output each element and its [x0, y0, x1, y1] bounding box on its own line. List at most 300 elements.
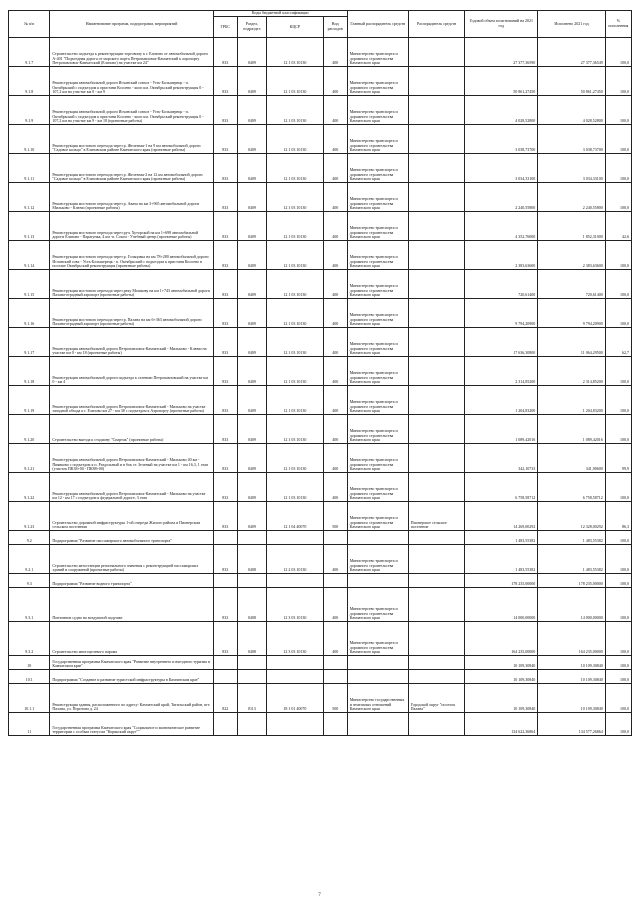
cell-rasp: Пионерское сельское поселение — [408, 502, 465, 531]
cell-grbs: 833 — [213, 588, 237, 622]
cell-rasp — [408, 415, 465, 444]
cell-glav: Министерство транспорта и дорожного строительства Камчатского края — [347, 502, 408, 531]
cell-glav — [347, 574, 408, 588]
cell-num: 9.1.12 — [9, 183, 50, 212]
cell-isp: 1 483,55382 — [538, 531, 606, 545]
cell-obem: 3 034,33100 — [465, 154, 538, 183]
cell-vid: 400 — [323, 96, 347, 125]
cell-name: Реконструкция мостового перехода через р. Железная-1 на 9 км автомобильной дороги "Садовое кольцо" в Елизовском районе Камчатского края (проектные работы) — [50, 125, 213, 154]
table-body — [9, 38, 632, 736]
cell-num: 9.1.8 — [9, 67, 50, 96]
cell-num: 9.1.13 — [9, 212, 50, 241]
cell-glav: Министерство транспорта и дорожного строительства Камчатского края — [347, 270, 408, 299]
cell-name: Реконструкция мостового перехода через р. Авача на км 3+965 автомобильной дороги Мильково - Ключи (проектные работы) — [50, 183, 213, 212]
cell-razdel — [237, 670, 266, 684]
cell-razdel: 0409 — [237, 241, 266, 270]
cell-obem: 1 483,55382 — [465, 531, 538, 545]
cell-name: Строительство многоцелевого парома — [50, 622, 213, 656]
cell-grbs: 833 — [213, 357, 237, 386]
cell-obem: 9 794,20900 — [465, 299, 538, 328]
cell-vid — [323, 531, 347, 545]
cell-ksr: 12 1 03 10130 — [267, 328, 324, 357]
cell-razdel: 0409 — [237, 357, 266, 386]
cell-isp: 12 328,00292 — [538, 502, 606, 531]
cell-name: Реконструкция автомобильной дороги Исчанский совхоз - Усть-Большерецк - п. Октябрьский с подъездом к пристани Косоево - кооп км. Октябрьский реконструкция 0 - 107,2 км на участке км 9 - км 18 (проектные работы) — [50, 96, 213, 125]
cell-isp: 720,61400 — [538, 270, 606, 299]
cell-rasp — [408, 328, 465, 357]
cell-razdel: 0408 — [237, 545, 266, 574]
cell-rasp: Городской округ "поселок Палана" — [408, 684, 465, 713]
cell-rasp — [408, 241, 465, 270]
cell-grbs — [213, 656, 237, 670]
cell-num: 9.1.22 — [9, 473, 50, 502]
cell-razdel — [237, 574, 266, 588]
cell-isp: 178 235,00000 — [538, 574, 606, 588]
cell-num: 9.1.23 — [9, 502, 50, 531]
cell-num: 10.1 — [9, 670, 50, 684]
cell-glav: Министерство транспорта и дорожного строительства Камчатского края — [347, 622, 408, 656]
table-row — [9, 622, 632, 656]
cell-glav: Министерство транспорта и дорожного строительства Камчатского края — [347, 545, 408, 574]
cell-ksr: 12 2 03 10130 — [267, 545, 324, 574]
cell-glav: Министерство транспорта и дорожного строительства Камчатского края — [347, 212, 408, 241]
cell-obem: 2 314,85200 — [465, 357, 538, 386]
cell-grbs: 822 — [213, 684, 237, 713]
cell-ksr: 12 1 03 10130 — [267, 241, 324, 270]
page-number: 7 — [318, 893, 321, 898]
cell-name: Реконструкция мостового перехода через р. Палана на км 6+363 автомобильной дороги Палана-отрадный аэропорт (проектные работы) — [50, 299, 213, 328]
table-row — [9, 684, 632, 713]
cell-ksr: 12 1 03 10130 — [267, 473, 324, 502]
cell-rasp — [408, 38, 465, 67]
cell-razdel: 0409 — [237, 125, 266, 154]
cell-name: Реконструкция мостового перехода через руч. Хуторской на км 1+698 автомобильной дороги Елизово - Паратунка, 4 км -п. Сокоч - Учебный центр (проектные работы) — [50, 212, 213, 241]
header-name: Наименование программ, подпрограмм, мероприятий — [50, 11, 213, 38]
cell-pct: 100,0 — [605, 531, 631, 545]
budget-table — [8, 10, 632, 736]
table-row — [9, 386, 632, 415]
cell-grbs: 833 — [213, 299, 237, 328]
cell-rasp — [408, 588, 465, 622]
cell-razdel: 0409 — [237, 270, 266, 299]
cell-grbs: 833 — [213, 67, 237, 96]
cell-isp: 1 852,31000 — [538, 212, 606, 241]
cell-glav: Министерство транспорта и дорожного строительства Камчатского края — [347, 67, 408, 96]
cell-rasp — [408, 444, 465, 473]
cell-razdel: 0409 — [237, 299, 266, 328]
table-row — [9, 67, 632, 96]
cell-isp: 3 038,73700 — [538, 125, 606, 154]
cell-isp: 2 383,63600 — [538, 241, 606, 270]
cell-glav: Министерство государственных и земельных отношений Камчатского края — [347, 684, 408, 713]
cell-rasp — [408, 183, 465, 212]
cell-ksr: 12 1 03 10130 — [267, 67, 324, 96]
cell-isp: 11 064,29500 — [538, 328, 606, 357]
cell-name: Реконструкция мостового перехода через р. Железная-2 на 12 км автомобильной дороги "Садовое кольцо" в Елизовском районе Камчатского края (проектные работы) — [50, 154, 213, 183]
cell-razdel — [237, 713, 266, 736]
cell-vid: 400 — [323, 357, 347, 386]
cell-ksr: 12 1 03 10130 — [267, 96, 324, 125]
cell-pct: 100,0 — [605, 622, 631, 656]
cell-obem: 178 235,00000 — [465, 574, 538, 588]
cell-pct: 100,0 — [605, 241, 631, 270]
cell-isp: 3 034,33100 — [538, 154, 606, 183]
cell-vid: 400 — [323, 386, 347, 415]
cell-vid: 400 — [323, 241, 347, 270]
cell-pct: 100,0 — [605, 386, 631, 415]
table-row — [9, 183, 632, 212]
cell-num: 9.1.11 — [9, 154, 50, 183]
cell-ksr: 12 1 03 10130 — [267, 183, 324, 212]
cell-name: Реконструкция автомобильной дороги Петропавловск-Камчатский - Мильково 40 км - Пиявково с подъездом к п. Раздольный и в бок ст. Зеленый на участке км 1 - км 16,3, 1 этап (участок ПК38+00 - ПК88+00) — [50, 444, 213, 473]
cell-razdel — [237, 531, 266, 545]
cell-vid: 500 — [323, 684, 347, 713]
cell-num: 9.3.2 — [9, 622, 50, 656]
header-codes-group: Коды бюджетной классификации — [213, 11, 347, 17]
cell-obem: 10 109,30840 — [465, 670, 538, 684]
cell-obem: 342,10733 — [465, 444, 538, 473]
cell-name: Подпрограмма "Развитие водного транспорта" — [50, 574, 213, 588]
table-row — [9, 328, 632, 357]
cell-razdel: 0113 — [237, 684, 266, 713]
cell-rasp — [408, 386, 465, 415]
cell-name: Реконструкция здания, расположенного по адресу: Камчатский край, Тигильский район, пгт. Палана, ул. Поротова д. 24 — [50, 684, 213, 713]
cell-razdel: 0409 — [237, 38, 266, 67]
cell-num: 9.2.1 — [9, 545, 50, 574]
cell-pct: 86,3 — [605, 502, 631, 531]
cell-name: Реконструкция мостового перехода через реку Мошкову на км 1+743 автомобильной дороги Палана-отрадный аэропорт (проектные работы) — [50, 270, 213, 299]
cell-razdel: 0409 — [237, 154, 266, 183]
cell-ksr: 18 1 01 40070 — [267, 684, 324, 713]
cell-num: 9.3 — [9, 574, 50, 588]
table-row — [9, 656, 632, 670]
cell-pct: 100,0 — [605, 588, 631, 622]
cell-grbs: 833 — [213, 270, 237, 299]
cell-vid: 400 — [323, 299, 347, 328]
table-row — [9, 713, 632, 736]
cell-ksr: 12 1 03 10130 — [267, 415, 324, 444]
table-row — [9, 241, 632, 270]
cell-grbs: 833 — [213, 38, 237, 67]
cell-ksr: 12 3 03 10130 — [267, 588, 324, 622]
cell-ksr: 12 1 03 10130 — [267, 299, 324, 328]
cell-glav: Министерство транспорта и дорожного строительства Камчатского края — [347, 328, 408, 357]
cell-razdel: 0409 — [237, 96, 266, 125]
cell-vid: 400 — [323, 444, 347, 473]
table-row — [9, 574, 632, 588]
cell-rasp — [408, 545, 465, 574]
cell-num: 9.2 — [9, 531, 50, 545]
cell-pct: 100,0 — [605, 183, 631, 212]
cell-grbs: 833 — [213, 125, 237, 154]
cell-glav — [347, 531, 408, 545]
cell-obem: 1 089,42016 — [465, 415, 538, 444]
cell-rasp — [408, 67, 465, 96]
cell-ksr: 12 1 03 10130 — [267, 38, 324, 67]
cell-vid — [323, 713, 347, 736]
cell-rasp — [408, 96, 465, 125]
cell-razdel: 0409 — [237, 67, 266, 96]
cell-ksr: 12 1 03 10130 — [267, 125, 324, 154]
cell-grbs: 833 — [213, 96, 237, 125]
cell-obem: 4 352,76000 — [465, 212, 538, 241]
cell-num: 9.1.19 — [9, 386, 50, 415]
cell-num: 9.1.16 — [9, 299, 50, 328]
cell-vid: 400 — [323, 154, 347, 183]
cell-vid: 400 — [323, 545, 347, 574]
cell-num: 9.1.14 — [9, 241, 50, 270]
document-sheet — [8, 10, 632, 736]
cell-pct: 100,0 — [605, 270, 631, 299]
cell-num: 9.1.17 — [9, 328, 50, 357]
cell-num: 9.1.18 — [9, 357, 50, 386]
cell-ksr: 12 1 03 10130 — [267, 357, 324, 386]
cell-num: 10.1.1 — [9, 684, 50, 713]
cell-grbs: 833 — [213, 241, 237, 270]
cell-glav: Министерство транспорта и дорожного строительства Камчатского края — [347, 154, 408, 183]
cell-num: 11 — [9, 713, 50, 736]
cell-num: 9.1.7 — [9, 38, 50, 67]
cell-grbs — [213, 713, 237, 736]
cell-pct: 100,0 — [605, 684, 631, 713]
cell-num: 9.3.1 — [9, 588, 50, 622]
cell-obem: 14 269,00292 — [465, 502, 538, 531]
cell-ksr: 12 1 03 10130 — [267, 270, 324, 299]
cell-glav: Министерство транспорта и дорожного строительства Камчатского края — [347, 415, 408, 444]
cell-glav: Министерство транспорта и дорожного строительства Камчатского края — [347, 38, 408, 67]
cell-isp: 10 109,30840 — [538, 670, 606, 684]
cell-ksr: 12 1 03 10130 — [267, 154, 324, 183]
cell-obem: 17 636,30800 — [465, 328, 538, 357]
cell-name: Государственная программа Камчатского края "Развитие внутреннего и въездного туризма в Камчатском крае" — [50, 656, 213, 670]
cell-pct: 100,0 — [605, 656, 631, 670]
cell-grbs: 833 — [213, 386, 237, 415]
cell-pct: 99,9 — [605, 444, 631, 473]
cell-isp: 341,90600 — [538, 444, 606, 473]
cell-vid: 400 — [323, 212, 347, 241]
cell-ksr — [267, 531, 324, 545]
cell-name: Строительство дорожной инфраструктуры 1-ой очереди Жилого района в Пионерском сельском поселении — [50, 502, 213, 531]
cell-glav — [347, 656, 408, 670]
table-row — [9, 444, 632, 473]
cell-vid: 400 — [323, 622, 347, 656]
cell-grbs: 833 — [213, 154, 237, 183]
cell-vid: 400 — [323, 67, 347, 96]
cell-glav: Министерство транспорта и дорожного строительства Камчатского края — [347, 386, 408, 415]
cell-glav: Министерство транспорта и дорожного строительства Камчатского края — [347, 588, 408, 622]
cell-pct: 100,0 — [605, 415, 631, 444]
cell-pct: 100,0 — [605, 670, 631, 684]
cell-rasp — [408, 622, 465, 656]
cell-vid — [323, 656, 347, 670]
table-row — [9, 38, 632, 67]
cell-razdel: 0409 — [237, 328, 266, 357]
cell-rasp — [408, 713, 465, 736]
cell-rasp — [408, 212, 465, 241]
cell-vid: 400 — [323, 125, 347, 154]
cell-glav — [347, 670, 408, 684]
cell-pct: 100,0 — [605, 67, 631, 96]
cell-name: Реконструкция мостового перехода через р. Гольцовка на км 78+280 автомобильной дороги Исчанский совх - Усть-Большерецк - п. Октябрьский с подъездом к пристани Косоево в поселке Октябрьский реконструкция (проектные работы) — [50, 241, 213, 270]
table-row — [9, 154, 632, 183]
cell-ksr — [267, 574, 324, 588]
table-row — [9, 588, 632, 622]
cell-vid — [323, 670, 347, 684]
cell-obem: 2 383,63600 — [465, 241, 538, 270]
table-row — [9, 670, 632, 684]
cell-pct: 100,0 — [605, 713, 631, 736]
table-row — [9, 212, 632, 241]
cell-pct: 100,0 — [605, 357, 631, 386]
cell-obem: 134 622,36864 — [465, 713, 538, 736]
cell-vid: 400 — [323, 328, 347, 357]
cell-obem: 3 038,73700 — [465, 125, 538, 154]
table-row — [9, 415, 632, 444]
header-isp: Исполнено 2021 год — [538, 11, 606, 38]
table-row — [9, 299, 632, 328]
cell-ksr — [267, 670, 324, 684]
cell-razdel: 0409 — [237, 212, 266, 241]
cell-vid: 400 — [323, 270, 347, 299]
cell-isp: 6 758,58712 — [538, 473, 606, 502]
cell-obem: 4 028,52800 — [465, 96, 538, 125]
cell-grbs: 833 — [213, 622, 237, 656]
cell-rasp — [408, 270, 465, 299]
cell-num: 9.1.21 — [9, 444, 50, 473]
cell-pct: 62,7 — [605, 328, 631, 357]
cell-grbs: 833 — [213, 328, 237, 357]
table-row — [9, 545, 632, 574]
table-row — [9, 473, 632, 502]
cell-grbs — [213, 531, 237, 545]
cell-obem: 720,61400 — [465, 270, 538, 299]
header-ksr: КЦСР — [267, 17, 324, 38]
cell-glav: Министерство транспорта и дорожного строительства Камчатского края — [347, 357, 408, 386]
cell-pct: 100,0 — [605, 473, 631, 502]
cell-obem: 14 000,00000 — [465, 588, 538, 622]
cell-ksr: 12 1 04 40070 — [267, 502, 324, 531]
header-pct: % исполнения — [605, 11, 631, 38]
cell-obem: 6 758,58712 — [465, 473, 538, 502]
header-grbs: ГРБС — [213, 17, 237, 38]
cell-ksr: 12 1 03 10130 — [267, 444, 324, 473]
header-glav: Главный распорядитель средств — [347, 11, 408, 38]
cell-isp: 2 240,55800 — [538, 183, 606, 212]
cell-rasp — [408, 473, 465, 502]
cell-vid: 500 — [323, 502, 347, 531]
cell-ksr: 12 1 03 10130 — [267, 386, 324, 415]
table-header — [9, 11, 632, 38]
cell-obem: 50 861,27450 — [465, 67, 538, 96]
cell-grbs: 833 — [213, 183, 237, 212]
cell-name: Реконструкция автомобильной дороги Петропавловск-Камчатский - Мильково на участке км 12 - км 17 с подъездом к федеральной дороге, 3 этап — [50, 473, 213, 502]
cell-razdel: 0409 — [237, 444, 266, 473]
cell-name: Строительство подъезда к реконструкции торговому к г. Елизово от автомобильной дороги А-401 "Подъездная дорога от морского порта Петропавловск-Камчатский к аэропорту Петропавловск-Камчатский (Елизово) на участке км 24" — [50, 38, 213, 67]
header-razdel: Раздел, подраздел — [237, 17, 266, 38]
cell-pct: 100,0 — [605, 299, 631, 328]
cell-glav: Министерство транспорта и дорожного строительства Камчатского края — [347, 473, 408, 502]
cell-obem: 164 235,00000 — [465, 622, 538, 656]
cell-pct: 100,0 — [605, 574, 631, 588]
cell-grbs: 833 — [213, 473, 237, 502]
cell-razdel: 0408 — [237, 588, 266, 622]
cell-glav: Министерство транспорта и дорожного строительства Камчатского края — [347, 444, 408, 473]
table-row — [9, 502, 632, 531]
table-row — [9, 357, 632, 386]
cell-razdel: 0409 — [237, 415, 266, 444]
cell-num: 9.1.15 — [9, 270, 50, 299]
cell-ksr: 12 1 03 10130 — [267, 212, 324, 241]
cell-isp: 9 794,20900 — [538, 299, 606, 328]
cell-vid — [323, 574, 347, 588]
cell-glav: Министерство транспорта и дорожного строительства Камчатского края — [347, 241, 408, 270]
cell-glav — [347, 713, 408, 736]
cell-razdel: 0409 — [237, 473, 266, 502]
cell-isp: 2 314,85200 — [538, 357, 606, 386]
cell-rasp — [408, 299, 465, 328]
cell-ksr: 12 3 03 10130 — [267, 622, 324, 656]
cell-razdel: 0409 — [237, 502, 266, 531]
cell-pct: 100,0 — [605, 96, 631, 125]
cell-num: 9.1.10 — [9, 125, 50, 154]
cell-grbs: 833 — [213, 444, 237, 473]
cell-isp: 10 109,30840 — [538, 656, 606, 670]
cell-num: 10 — [9, 656, 50, 670]
header-obem: Годовой объем ассигнований на 2021 год — [465, 11, 538, 38]
cell-grbs: 833 — [213, 415, 237, 444]
cell-grbs: 833 — [213, 502, 237, 531]
cell-name: Реконструкция автомобильной дороги Петропавловск-Камчатский - Мильково на участке западной обхода к г. Елизово км 27 - км 38 с подъездом к Аэропорту (проектные работы) — [50, 386, 213, 415]
cell-ksr — [267, 713, 324, 736]
cell-obem: 1 483,55382 — [465, 545, 538, 574]
cell-vid: 400 — [323, 473, 347, 502]
cell-isp: 27 377,36549 — [538, 38, 606, 67]
header-num: № п/п — [9, 11, 50, 38]
cell-name: Подпрограмма "Развитие пассажирского автомобильного транспорта" — [50, 531, 213, 545]
cell-vid: 400 — [323, 415, 347, 444]
cell-grbs — [213, 670, 237, 684]
cell-vid: 400 — [323, 183, 347, 212]
cell-razdel — [237, 656, 266, 670]
cell-grbs: 833 — [213, 212, 237, 241]
table-row — [9, 96, 632, 125]
cell-obem: 2 240,55800 — [465, 183, 538, 212]
cell-obem: 10 109,30840 — [465, 656, 538, 670]
table-row — [9, 531, 632, 545]
cell-isp: 1 089,42016 — [538, 415, 606, 444]
cell-name: Строительство выезда к стадиону "Спартак" (проектные работы) — [50, 415, 213, 444]
cell-glav: Министерство транспорта и дорожного строительства Камчатского края — [347, 125, 408, 154]
cell-isp: 50 861,27450 — [538, 67, 606, 96]
cell-razdel: 0408 — [237, 622, 266, 656]
cell-obem: 1 204,83200 — [465, 386, 538, 415]
cell-name: Реконструкция автомобильной дороги Исчанский совхоз - Усть-Большерецк - п. Октябрьский с подъездом к пристани Косоево - кооп км. Октябрьский реконструкция 0 - 107,2 км на участке км 0 - км 9 — [50, 67, 213, 96]
cell-num: 9.1.20 — [9, 415, 50, 444]
cell-isp: 1 483,55382 — [538, 545, 606, 574]
cell-name: Строительство автостанции регионального значения с реконструкцией пассажирских зданий и сооружений (проектные работы) — [50, 545, 213, 574]
cell-rasp — [408, 154, 465, 183]
cell-obem: 27 377,36590 — [465, 38, 538, 67]
cell-ksr — [267, 656, 324, 670]
header-vid: Вид расходов — [323, 17, 347, 38]
cell-obem: 10 109,30840 — [465, 684, 538, 713]
cell-glav: Министерство транспорта и дорожного строительства Камчатского края — [347, 183, 408, 212]
cell-pct: 100,0 — [605, 38, 631, 67]
cell-rasp — [408, 531, 465, 545]
cell-grbs: 833 — [213, 545, 237, 574]
cell-pct: 42,6 — [605, 212, 631, 241]
table-row — [9, 125, 632, 154]
